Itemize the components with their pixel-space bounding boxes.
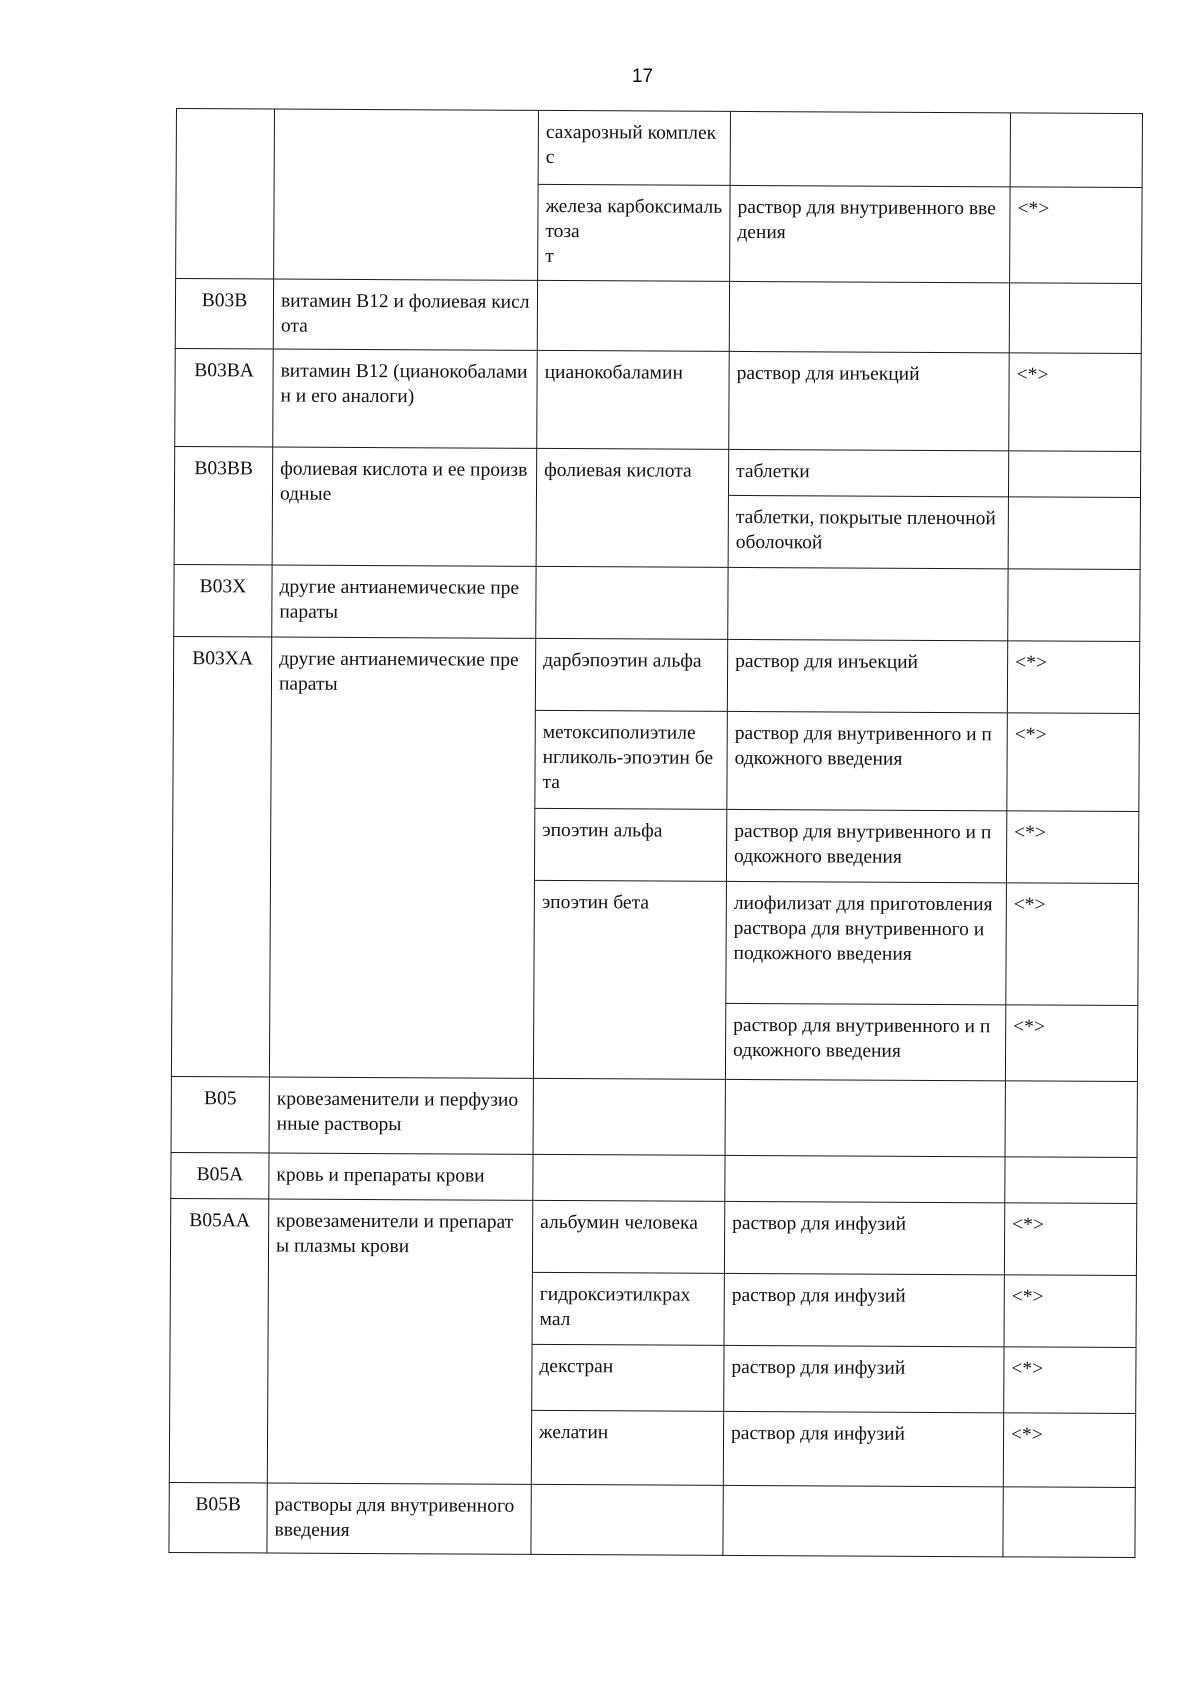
table-row xyxy=(176,109,1142,188)
atc-code-cell: B03X xyxy=(174,564,272,637)
flag-cell xyxy=(1008,497,1140,570)
atc-code-cell: B03XA xyxy=(171,636,271,1077)
atc-code-cell: B05 xyxy=(171,1076,269,1153)
drug-name-cell xyxy=(533,1078,725,1155)
dosage-form-cell: раствор для внутривенного и подкожного введения xyxy=(726,809,1006,882)
flag-cell xyxy=(1008,569,1140,642)
flag-cell: <*> xyxy=(1004,1203,1136,1276)
drug-name-cell: декстран xyxy=(532,1344,724,1411)
drug-name-cell: фолиевая кислота xyxy=(536,448,729,567)
drug-name-cell: дарбэпоэтин альфа xyxy=(535,638,727,711)
dosage-form-cell: раствор для внутривенного введения xyxy=(730,185,1010,282)
drug-name-cell xyxy=(537,280,729,351)
flag-cell xyxy=(1008,451,1140,498)
dosage-form-cell: раствор для инъекций xyxy=(729,351,1010,450)
flag-cell: <*> xyxy=(1009,353,1142,452)
flag-cell: <*> xyxy=(1006,811,1138,884)
table-row xyxy=(171,1152,1137,1203)
dosage-form-cell xyxy=(728,567,1008,640)
table-row xyxy=(174,446,1140,497)
dosage-form-cell: таблетки xyxy=(728,449,1008,496)
group-name-cell: другие антианемические препараты xyxy=(272,565,536,638)
dosage-form-cell: раствор для внутривенного и подкожного введения xyxy=(725,1003,1005,1080)
table-row xyxy=(175,348,1141,451)
flag-cell: <*> xyxy=(1003,1413,1135,1488)
dosage-form-cell: раствор для инфузий xyxy=(724,1345,1004,1412)
table-row xyxy=(174,564,1140,641)
flag-cell xyxy=(1003,1487,1135,1558)
flag-cell: <*> xyxy=(1004,1275,1136,1348)
dosage-form-cell xyxy=(725,1079,1005,1156)
dosage-form-cell: раствор для внутривенного и подкожного введения xyxy=(727,711,1008,810)
table-body xyxy=(169,109,1143,1558)
flag-cell: <*> xyxy=(1007,713,1140,812)
atc-code-cell: B05A xyxy=(171,1152,269,1199)
flag-cell xyxy=(1005,1081,1137,1158)
drug-name-cell: эпоэтин альфа xyxy=(534,808,726,881)
dosage-form-cell: лиофилизат для приготовления раствора для внутривенного и подкожного введения xyxy=(726,881,1007,1004)
table-row xyxy=(171,1076,1137,1157)
group-name-cell: кровь и препараты крови xyxy=(269,1153,533,1200)
drug-name-cell xyxy=(531,1484,723,1555)
group-name-cell: растворы для внутривенного введения xyxy=(267,1483,531,1554)
flag-cell xyxy=(1009,283,1141,354)
table-row xyxy=(175,279,1141,354)
drug-name-cell: гидроксиэтилкрах мал xyxy=(532,1272,724,1345)
table-row xyxy=(170,1198,1136,1275)
flag-cell: <*> xyxy=(1007,641,1139,714)
flag-cell xyxy=(1005,1157,1137,1204)
group-name-cell: фолиевая кислота и ее производные xyxy=(272,447,537,566)
dosage-form-cell: раствор для инъекций xyxy=(727,639,1007,712)
drug-name-cell: желатин xyxy=(531,1410,723,1485)
dosage-form-cell: таблетки, покрытые пленочной оболочкой xyxy=(728,495,1008,568)
flag-cell xyxy=(1010,113,1142,188)
drug-name-cell: альбумин человека xyxy=(532,1200,724,1273)
drug-name-cell xyxy=(536,566,728,639)
drug-name-cell: эпоэтин бета xyxy=(533,880,726,1079)
drug-name-cell: сахарозный комплекс xyxy=(538,110,730,185)
atc-code-cell xyxy=(176,109,275,280)
group-name-cell xyxy=(274,109,539,280)
atc-code-cell: B03BA xyxy=(175,348,274,447)
drug-name-cell xyxy=(533,1154,725,1201)
dosage-form-cell: раствор для инфузий xyxy=(724,1273,1004,1346)
table-row xyxy=(169,1482,1135,1557)
drug-table xyxy=(168,108,1143,1558)
drug-name-cell: метоксиполиэтиле нгликоль-эпоэтин бета xyxy=(535,710,728,809)
flag-cell: <*> xyxy=(1004,1347,1136,1414)
atc-code-cell: B05B xyxy=(169,1482,267,1553)
table-row xyxy=(173,636,1139,713)
dosage-form-cell xyxy=(725,1155,1005,1202)
dosage-form-cell xyxy=(730,111,1010,186)
dosage-form-cell xyxy=(729,281,1009,352)
atc-code-cell: B05AA xyxy=(169,1198,268,1483)
group-name-cell: кровезаменители и препараты плазмы крови xyxy=(267,1199,532,1484)
drug-name-cell: цианокобаламин xyxy=(537,350,730,449)
drug-name-cell: железа карбоксимальтоза т xyxy=(538,184,731,281)
dosage-form-cell: раствор для инфузий xyxy=(723,1411,1003,1486)
dosage-form-cell xyxy=(723,1485,1003,1556)
group-name-cell: витамин B12 и фолиевая кислота xyxy=(273,279,537,350)
flag-cell: <*> xyxy=(1005,1005,1137,1082)
flag-cell: <*> xyxy=(1010,187,1143,284)
flag-cell: <*> xyxy=(1006,883,1139,1006)
page-number: 17 xyxy=(631,66,654,87)
dosage-form-cell: раствор для инфузий xyxy=(724,1201,1004,1274)
group-name-cell: кровезаменители и перфузионные растворы xyxy=(269,1077,533,1154)
group-name-cell: другие антианемические препараты xyxy=(269,637,535,1078)
group-name-cell: витамин B12 (цианокобаламин и его аналоги) xyxy=(273,349,538,448)
atc-code-cell: B03B xyxy=(175,279,273,350)
atc-code-cell: B03BB xyxy=(174,446,273,565)
